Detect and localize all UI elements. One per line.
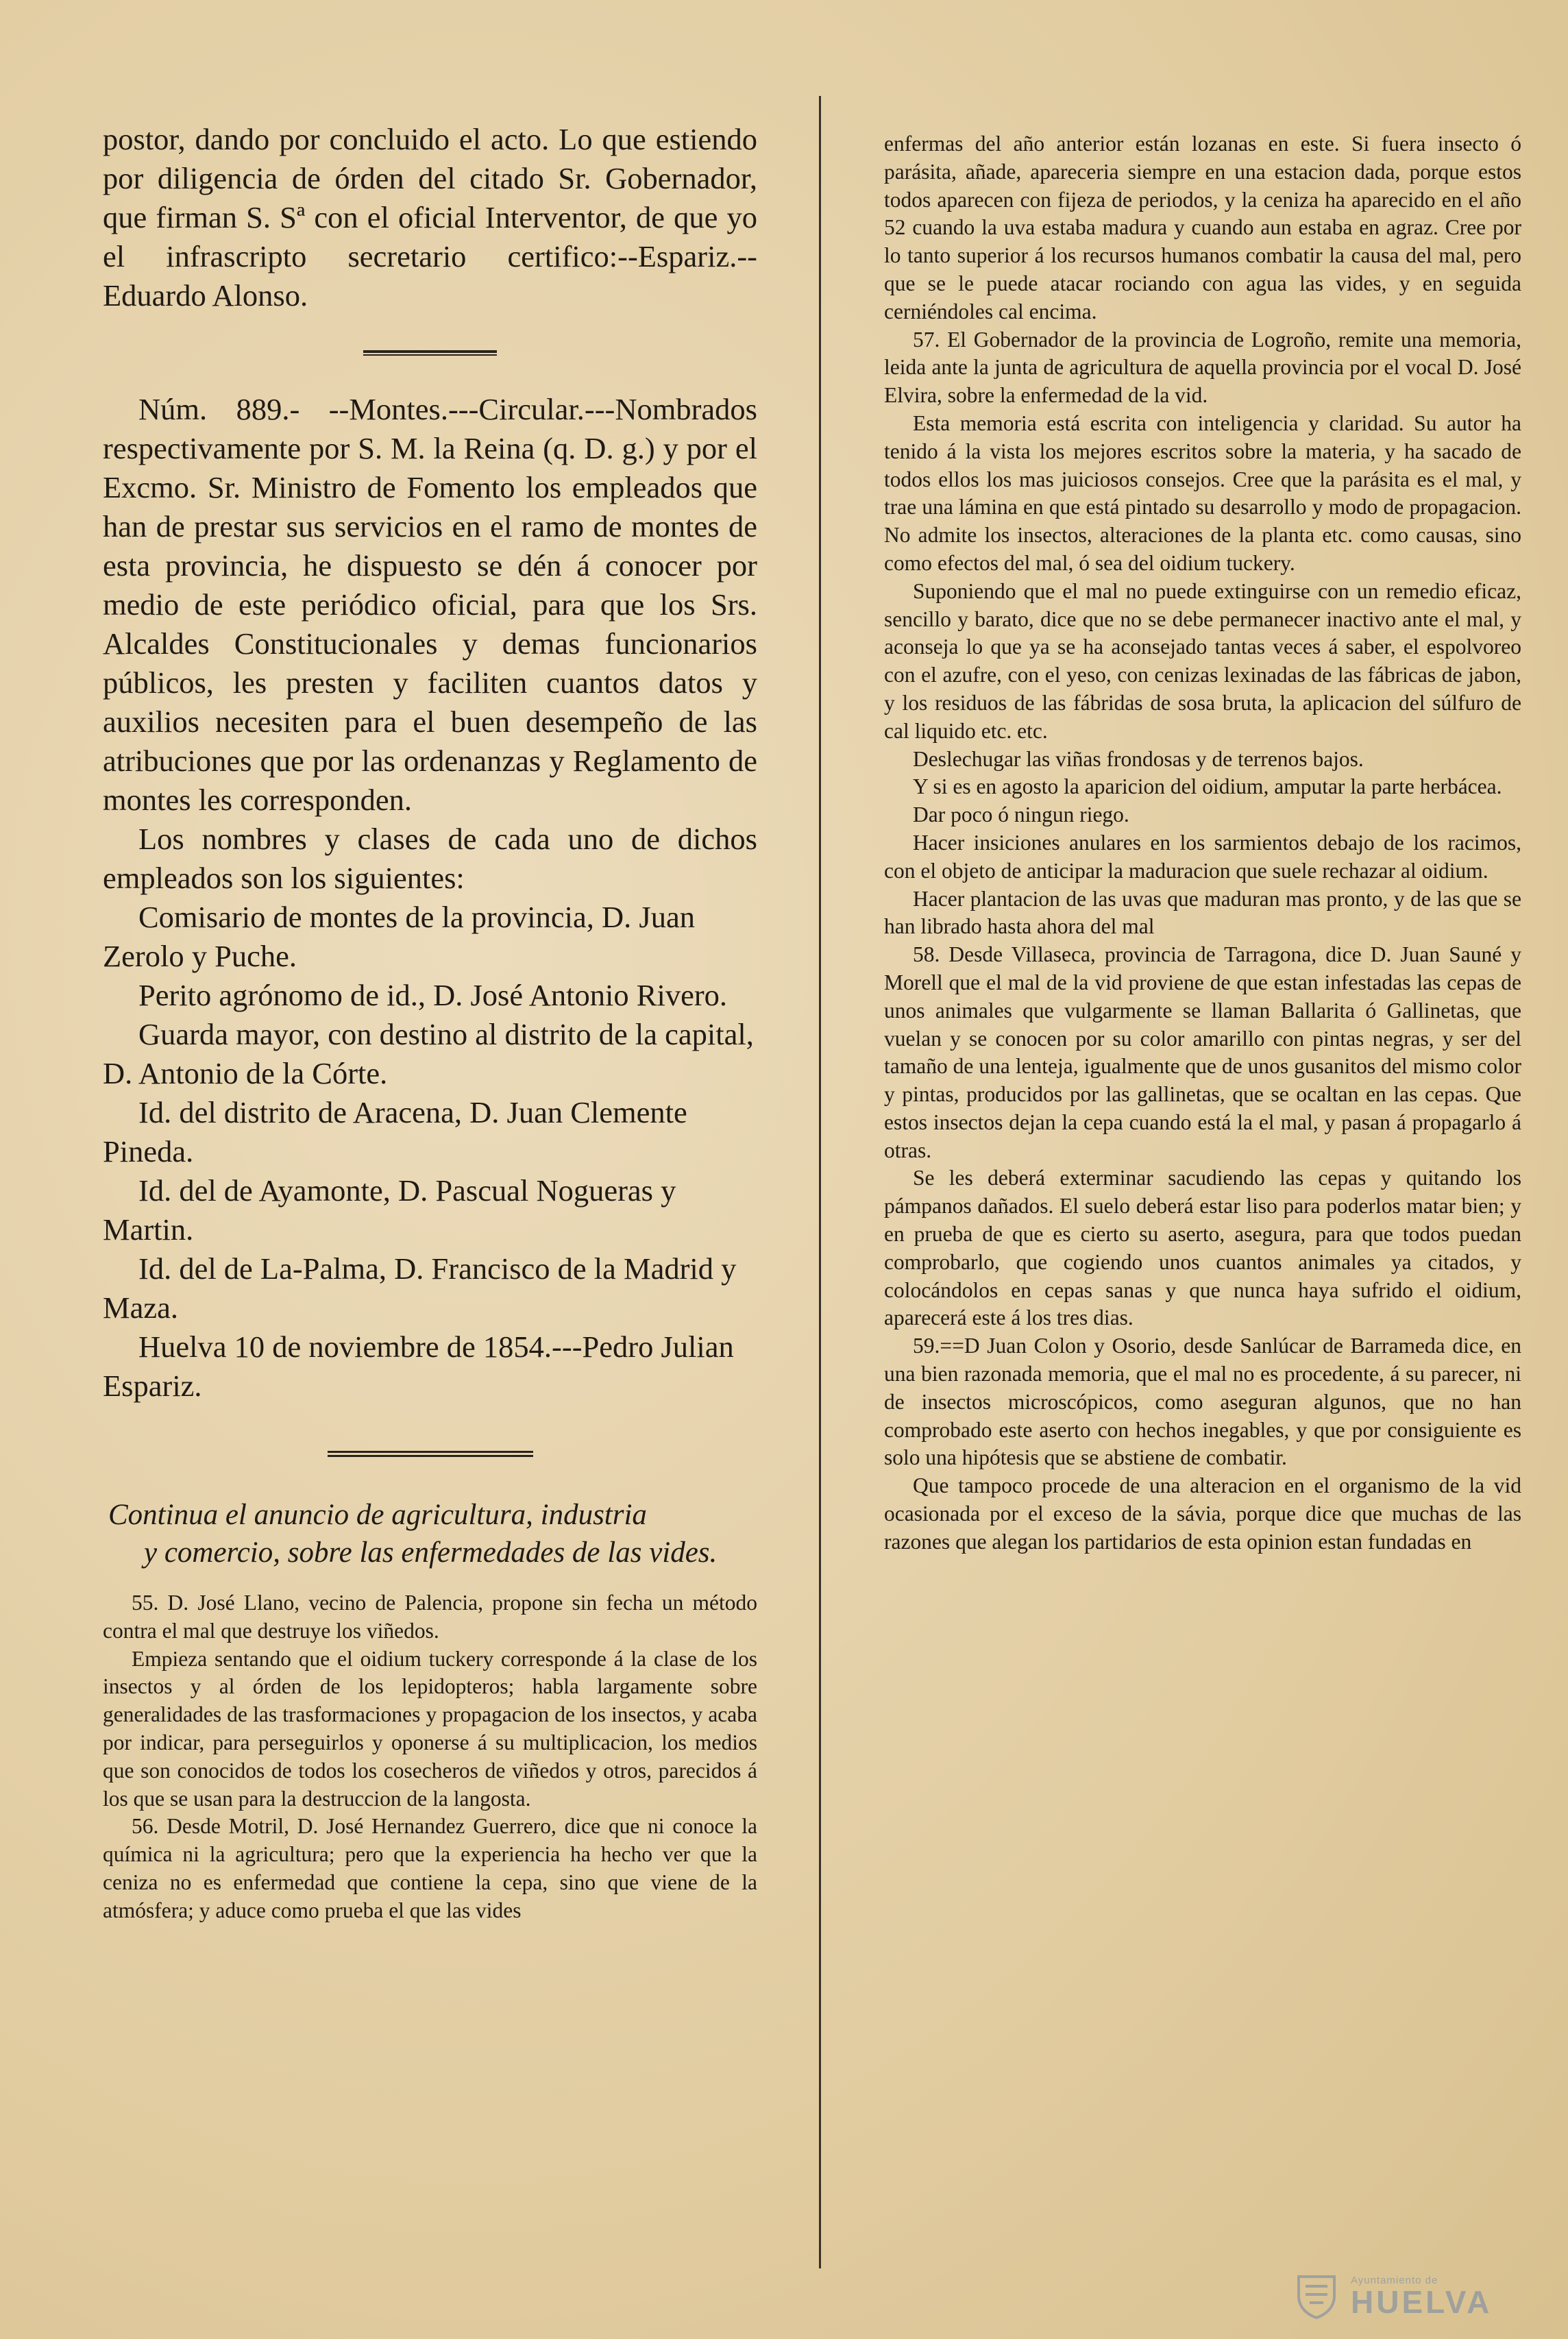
paragraph-circular-889: Núm. 889.- --Montes.---Circular.---Nombrados respectivamente por S. M. la Reina (q. D. g.) y por el Excmo. Sr. Ministro de Fomento los empleados que han de prestar sus servicios en el ramo de montes de esta provincia, he dispuesto se dén á conocer por medio de este periódico oficial, para que los Srs. Alcaldes Constitucionales y demas funcionarios públicos, les presten y faciliten cuantos datos y auxilios necesiten para el buen desempeño de las atribuciones que por las ordenanzas y Reglamento de montes les corresponden. [103,392,757,817]
paragraph-closing-act: postor, dando por concluido el acto. Lo que estiendo por diligencia de órden del citado Sr. Gobernador, que firman S. Sª con el oficial Interventor, de que yo el infrascripto secretario certifico:--Espariz.--Eduardo Alonso. [103,122,757,313]
watermark-city-name: HUELVA [1351,2283,1493,2320]
paragraph-59-body: Que tampoco procede de una alteracion en el organismo de la vid ocasionada por el exceso de la sávia, porque dice que muchas de las razones que alegan los partidarios de esta opinion estan fundadas en [884,1473,1521,1554]
section-heading-line1: Continua el anuncio de agricultura, industria [108,1499,647,1531]
paragraph-57-item: Deslechugar las viñas frondosas y de terrenos bajos. [913,746,1364,771]
paragraph-58-body: Se les deberá exterminar sacudiendo las cepas y quitando los pámpanos dañados. El suelo deberá estar liso para poderlos matar bien; y en prueba de que es cierto su aserto, asegura, para que todos puedan comprobarlo, que cogiendo unos cuantos animales ya citados, y colocándolos en cepas sanas y que nunca haya sufrido el oidium, aparecerá este á los tres dias. [884,1166,1521,1330]
paragraph-continued: enfermas del año anterior están lozanas en este. Si fuera insecto ó parásita, añade, apareceria siempre en una estacion dada, porque estos todos aparecen con fijeza de periodos, y la ceniza ha aparecido en el año 52 cuando la uva estaba madura y cuando aun estaba en agraz. Cree por lo tanto superior á los recursos humanos combatir la causa del mal, pero que se le puede atacar rociando con agua las vides, y en seguida cerniéndoles cal encima. [884,132,1521,323]
paragraph-55: 55. D. José Llano, vecino de Palencia, propone sin fecha un método contra el mal que destruye los viñedos. [103,1591,757,1643]
section-heading-line2: y comercio, sobre las enfermedades de las vides. [144,1536,718,1569]
paragraph-55-body: Empieza sentando que el oidium tuckery corresponde á la clase de los insectos y al órden de los lepidopteros; habla largamente sobre generalidades de las trasformaciones y propagacion de los insectos, y acaba por indicar, para perseguirlos y oponerse á su multiplicacion, los medios que son conocidos de todos los cosecheros de viñedos y otros, parecidos á los que se usan para la destruccion de la langosta. [103,1646,757,1811]
paragraph-58: 58. Desde Villaseca, provincia de Tarragona, dice D. Juan Sauné y Morell que el mal de la vid proviene de que estan infestadas las cepas de unos animales que vulgarmente se llaman Ballarita ó Gallinetas, que vuelan y se conocen por su color amarillo con pintas negras, y ser del tamaño de una lenteja, igualmente que de unos gusanitos del mismo color y pintas, producidos por las gallinetas, que se ocaltan en las cepas. Que estos insectos dejan la cepa cuando está la el mal, y pasan á propagarlo á otras. [884,942,1521,1162]
paragraph-57-item: Dar poco ó ningun riego. [913,803,1129,827]
section-divider-double [328,1448,533,1462]
right-column [884,130,1521,1556]
coat-of-arms-icon [1292,2271,1341,2320]
paragraph-59: 59.==D Juan Colon y Osorio, desde Sanlúcar de Barrameda dice, en una bien razonada memoria, que el mal no es procedente, á su parecer, ni de insectos microscópicos, como aseguran algunos, que no han comprobado este aserto con hechos inegables, y que por consiguiente es solo una hipótesis que se abstiene de combatir. [884,1334,1521,1470]
paragraph-56: 56. Desde Motril, D. José Hernandez Guerrero, dice que ni conoce la química ni la agricultura; pero que la experiencia ha hecho ver que la ceniza no es enfermedad que contiene la cepa, sino que viene de la atmósfera; y aduce como prueba el que las vides [103,1814,757,1922]
list-item: Perito agrónomo de id., D. José Antonio Rivero. [138,978,728,1012]
list-item: Guarda mayor, con destino al distrito de la capital, D. Antonio de la Córte. [103,1017,754,1090]
list-item: Id. del de Ayamonte, D. Pascual Nogueras y Martin. [103,1173,676,1247]
paragraph-57-remedy: Suponiendo que el mal no puede extinguirse con un remedio eficaz, sencillo y barato, dice que no se debe permanecer inactivo ante el mal, y aconseja lo que ya se ha aconsejado tantas veces á saber, el espolvoreo con el azufre, con el yeso, con cenizas lexinadas de las fábricas de jabon, y los residuos de las fábridas de sosa bruta, la aplicacion del súlfuro de cal liquido etc. etc. [884,578,1521,743]
signature-line: Huelva 10 de noviembre de 1854.---Pedro Julian Espariz. [103,1330,734,1403]
section-divider [363,346,497,360]
watermark-small-text: Ayuntamiento de [1351,2274,1438,2286]
paragraph-57-item: Hacer plantacion de las uvas que maduran mas pronto, y de las que se han librado hasta ahora del mal [884,886,1521,939]
column-divider [819,96,821,2268]
section-heading [103,1496,757,1571]
paragraph-57-item: Y si es en agosto la aparicion del oidium, amputar la parte herbácea. [913,774,1502,799]
paragraph-names-intro: Los nombres y clases de cada uno de dichos empleados son los siguientes: [103,822,757,895]
paragraph-57-item: Hacer insiciones anulares en los sarmientos debajo de los racimos, con el objeto de anticipar la maduracion que suele rechazar al oidium. [884,830,1521,883]
paragraph-57: 57. El Gobernador de la provincia de Logroño, remite una memoria, leida ante la junta de agricultura de aquella provincia por el vocal D. José Elvira, sobre la enfermedad de la vid. [884,327,1521,408]
list-item: Comisario de montes de la provincia, D. Juan Zerolo y Puche. [103,900,695,973]
list-item: Id. del distrito de Aracena, D. Juan Clemente Pineda. [103,1095,687,1168]
left-column [103,120,757,1925]
list-item: Id. del de La-Palma, D. Francisco de la Madrid y Maza. [103,1251,737,1325]
paragraph-57-body: Esta memoria está escrita con inteligencia y claridad. Su autor ha tenido á la vista los mejores escritos sobre la materia, y ha sacado de todos ellos los mas juiciosos consejos. Cree que la parásita es el mal, y trae una lámina en que está pintado su desarrollo y modo de propagacion. No admite los insectos, alteraciones de la planta etc. como causas, sino como efectos del mal, ó sea del oidium tuckery. [884,411,1521,575]
huelva-watermark [1292,2265,1525,2327]
